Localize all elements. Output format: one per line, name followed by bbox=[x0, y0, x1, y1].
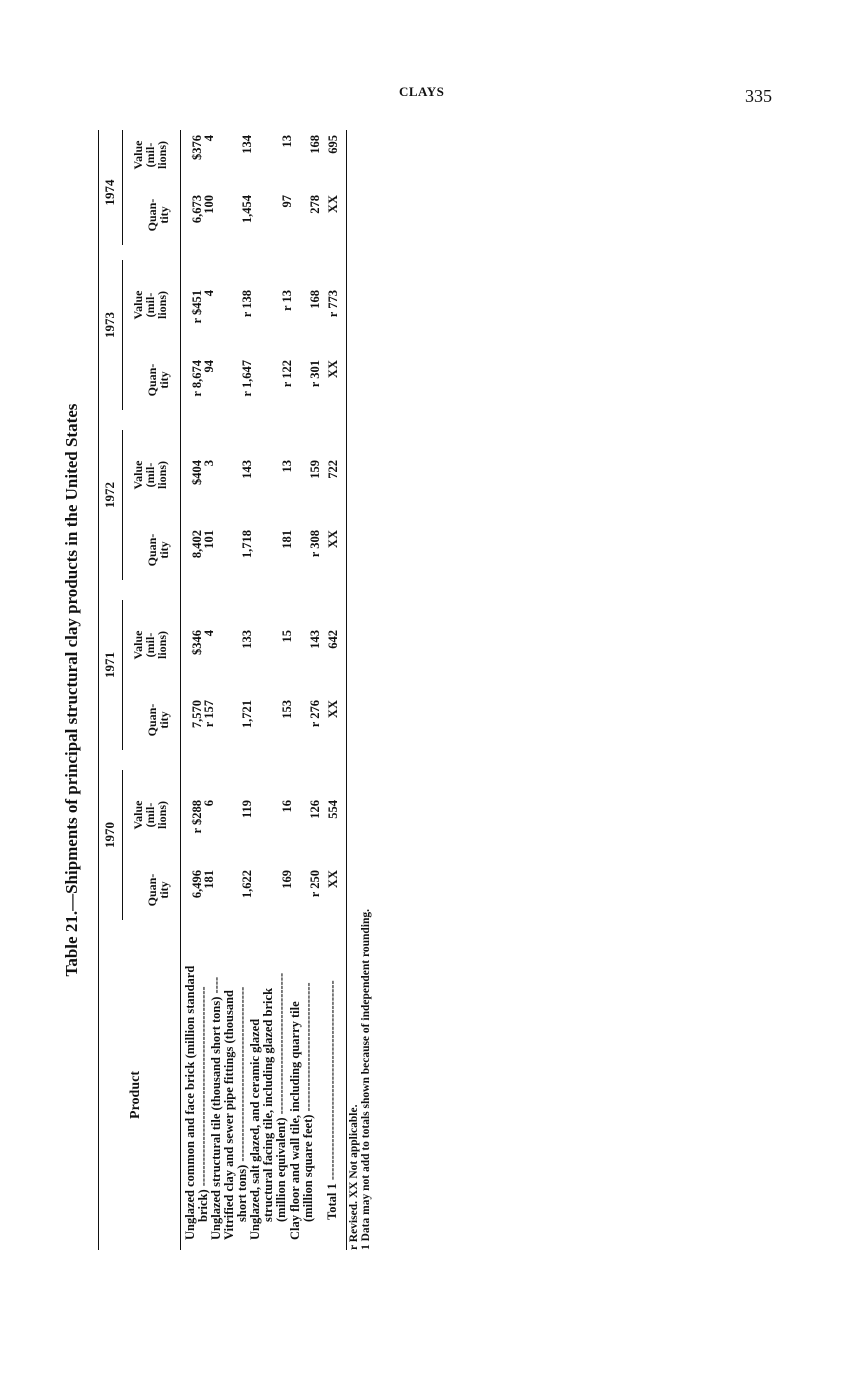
quantity-subheader: Quan- tity bbox=[145, 363, 171, 397]
table-cell: r 276 bbox=[308, 700, 322, 728]
table-row-label: Clay floor and wall tile, including quarry tile (million square feet) ------------------------------- bbox=[288, 982, 315, 1240]
value-subheader: Value (mil- lions) bbox=[131, 460, 169, 490]
table-cell: 4 bbox=[202, 290, 216, 297]
table-cell: 119 bbox=[240, 800, 254, 819]
table-cell: 278 bbox=[308, 195, 322, 214]
table-cell: 1,721 bbox=[240, 700, 254, 729]
table-cell: $346 bbox=[190, 630, 204, 655]
table-cell: r 308 bbox=[308, 530, 322, 558]
year-rule bbox=[122, 770, 123, 920]
product-header: Product bbox=[128, 1071, 143, 1119]
table-cell: 4 bbox=[202, 135, 216, 142]
year-header: 1972 bbox=[102, 482, 117, 508]
value-subheader: Value (mil- lions) bbox=[131, 800, 169, 830]
year-header: 1973 bbox=[102, 312, 117, 338]
table-cell: 181 bbox=[280, 530, 294, 549]
table-cell: 159 bbox=[308, 460, 322, 479]
table-cell: 6,673 bbox=[190, 195, 204, 224]
table-cell: r 773 bbox=[326, 290, 340, 318]
table-cell: 134 bbox=[240, 135, 254, 154]
table-cell: 168 bbox=[308, 135, 322, 154]
top-rule bbox=[98, 130, 99, 1250]
table-row-label: Vitrified clay and sewer pipe fittings (thousand short tons) ------------------------------------------ bbox=[222, 986, 249, 1240]
table-cell: 97 bbox=[280, 195, 294, 208]
quantity-subheader: Quan- tity bbox=[145, 533, 171, 567]
table-cell: $376 bbox=[190, 135, 204, 160]
table-cell: 143 bbox=[240, 460, 254, 479]
table-cell: 722 bbox=[326, 460, 340, 479]
table-cell: 153 bbox=[280, 700, 294, 719]
quantity-subheader: Quan- tity bbox=[145, 703, 171, 737]
table-cell: r 122 bbox=[280, 360, 294, 388]
table-cell: 126 bbox=[308, 800, 322, 819]
table-cell: r $288 bbox=[190, 800, 204, 834]
total-row-label: Total 1 ------------------------------------------------ bbox=[325, 980, 339, 1220]
value-subheader: Value (mil- lions) bbox=[131, 140, 169, 170]
table-cell: 143 bbox=[308, 630, 322, 649]
table-cell: 133 bbox=[240, 630, 254, 649]
year-rule bbox=[122, 600, 123, 750]
quantity-subheader: Quan- tity bbox=[145, 198, 171, 232]
year-rule bbox=[122, 260, 123, 410]
table-cell: 1,718 bbox=[240, 530, 254, 559]
year-header: 1971 bbox=[102, 652, 117, 678]
table-row-label: Unglazed common and face brick (million standard brick) ------------------------------------------------ bbox=[183, 965, 210, 1240]
rotated-table bbox=[60, 130, 372, 1250]
table-row-label: Unglazed, salt glazed, and ceramic glazed structural facing tile, including glazed brick (million equivalent) ---------------------------------- bbox=[248, 972, 288, 1240]
header-rule bbox=[180, 130, 181, 1250]
table-cell: 642 bbox=[326, 630, 340, 649]
value-subheader: Value (mil- lions) bbox=[131, 290, 169, 320]
quantity-subheader: Quan- tity bbox=[145, 873, 171, 907]
table-cell: XX bbox=[326, 360, 340, 379]
table-cell: XX bbox=[326, 195, 340, 214]
table-cell: 4 bbox=[202, 630, 216, 637]
footnote: 1 Data may not add to totals shown because of independent rounding. bbox=[360, 908, 372, 1250]
table-cell: r 1,647 bbox=[240, 360, 254, 397]
table-cell: r 8,674 bbox=[190, 360, 204, 397]
table-cell: 554 bbox=[326, 800, 340, 819]
table-cell: 3 bbox=[202, 460, 216, 467]
table-row-label: Unglazed structural tile (thousand short tons) ---- bbox=[209, 976, 223, 1240]
table-cell: 168 bbox=[308, 290, 322, 309]
table-cell: 1,454 bbox=[240, 195, 254, 224]
table-cell: 16 bbox=[280, 800, 294, 813]
table-cell: 695 bbox=[326, 135, 340, 154]
year-rule bbox=[122, 130, 123, 245]
table-title: Table 21.—Shipments of principal structural clay products in the United States bbox=[62, 403, 81, 977]
table-cell: 7,570 bbox=[190, 700, 204, 729]
table-cell: r 301 bbox=[308, 360, 322, 388]
running-head: CLAYS bbox=[399, 84, 445, 99]
table-cell: 94 bbox=[202, 360, 216, 373]
table-cell: 8,402 bbox=[190, 530, 204, 559]
table-cell: 15 bbox=[280, 630, 294, 643]
table-cell: 181 bbox=[202, 870, 216, 889]
table-cell: r 13 bbox=[280, 290, 294, 311]
year-header: 1974 bbox=[102, 179, 117, 206]
value-subheader: Value (mil- lions) bbox=[131, 630, 169, 660]
table-cell: r 250 bbox=[308, 870, 322, 898]
table-cell: 6,496 bbox=[190, 870, 204, 899]
table-cell: 13 bbox=[280, 460, 294, 473]
footnote: r Revised. XX Not applicable. bbox=[348, 1104, 360, 1250]
table-cell: r 157 bbox=[202, 700, 216, 728]
table-cell: 13 bbox=[280, 135, 294, 148]
year-header: 1970 bbox=[102, 822, 117, 848]
table-cell: XX bbox=[326, 700, 340, 719]
table-cell: $404 bbox=[190, 460, 204, 485]
table-cell: r $451 bbox=[190, 290, 204, 324]
bottom-rule bbox=[346, 130, 347, 1250]
table-cell: r 138 bbox=[240, 290, 254, 318]
table-cell: 100 bbox=[202, 195, 216, 214]
table-cell: 169 bbox=[280, 870, 294, 889]
table-cell: XX bbox=[326, 870, 340, 889]
year-rule bbox=[122, 430, 123, 580]
table-cell: 101 bbox=[202, 530, 216, 549]
table-cell: XX bbox=[326, 530, 340, 549]
table-cell: 1,622 bbox=[240, 870, 254, 899]
table-cell: 6 bbox=[202, 800, 216, 807]
page-number: 335 bbox=[745, 86, 772, 106]
